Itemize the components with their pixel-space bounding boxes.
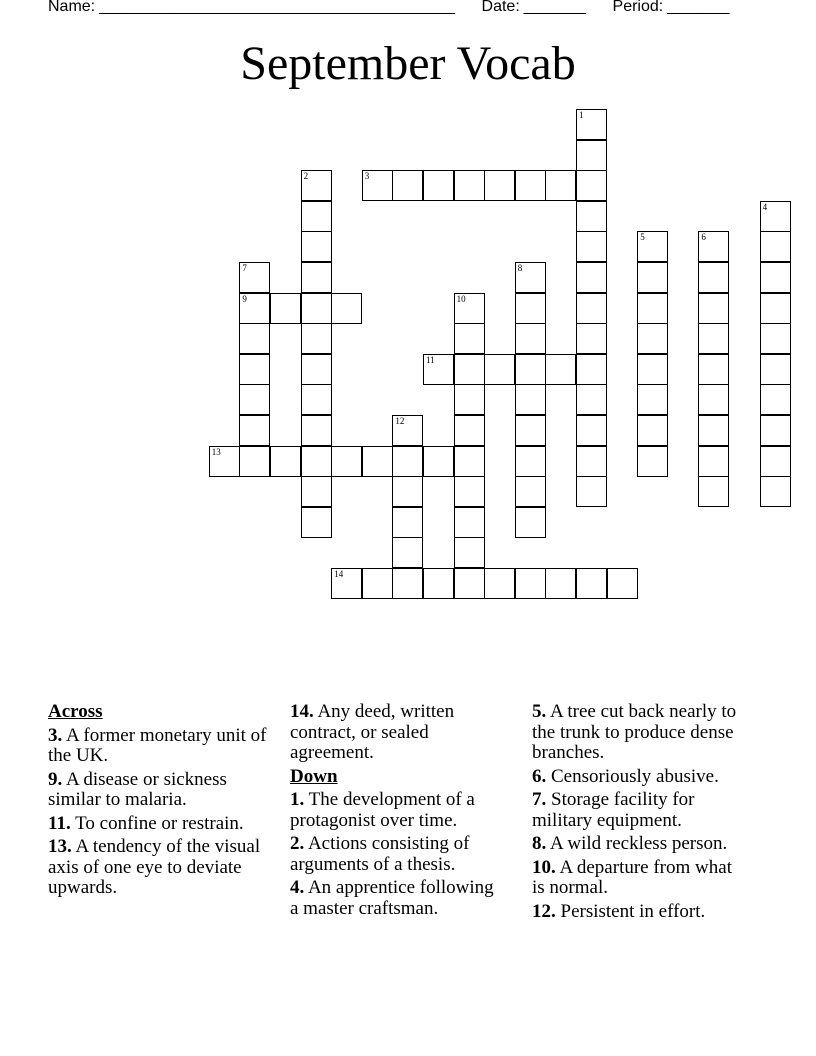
crossword-cell[interactable]	[362, 446, 393, 477]
clue-number-label: 8	[517, 263, 523, 273]
crossword-cell[interactable]	[239, 415, 270, 446]
clue-number-label: 6	[701, 232, 706, 243]
crossword-cell[interactable]	[454, 323, 485, 354]
clue-number: 6.	[532, 765, 547, 787]
crossword-cell[interactable]	[239, 354, 270, 385]
clue-down-5	[532, 702, 747, 764]
clue-number-label: 9	[242, 293, 247, 304]
clue-across-11	[48, 814, 278, 835]
crossword-cell[interactable]	[362, 170, 393, 201]
across-heading: Across	[48, 701, 103, 722]
crossword-cell[interactable]	[637, 262, 668, 293]
crossword-cell[interactable]	[698, 384, 729, 415]
clue-text: Storage facility for military equipment.	[532, 789, 695, 831]
clue-text: Actions consisting of arguments of a thesis.	[290, 833, 470, 875]
crossword-cell[interactable]	[607, 568, 638, 599]
crossword-cell[interactable]	[698, 323, 729, 354]
crossword-cell[interactable]	[454, 446, 485, 477]
crossword-cell[interactable]	[698, 476, 729, 507]
clue-text: Any deed, written contract, or sealed agreement.	[290, 701, 455, 763]
crossword-cell[interactable]	[576, 323, 607, 354]
crossword-cell[interactable]	[239, 323, 270, 354]
crossword-cell[interactable]	[331, 293, 362, 324]
crossword-cell[interactable]	[637, 293, 668, 324]
crossword-cell[interactable]	[760, 231, 791, 262]
clue-text: A tendency of the visual axis of one eye to deviate upwards.	[48, 836, 261, 898]
crossword-cell[interactable]	[423, 170, 454, 201]
crossword-cell[interactable]	[392, 415, 423, 446]
crossword-cell[interactable]	[515, 354, 546, 385]
crossword-cell[interactable]	[576, 231, 607, 262]
crossword-cell[interactable]	[760, 384, 791, 415]
crossword-cell[interactable]	[301, 354, 332, 385]
crossword-cell[interactable]	[301, 446, 332, 477]
crossword-cell[interactable]	[515, 507, 546, 538]
name-field[interactable]: ________________________________________	[99, 0, 456, 15]
clue-number-label: 1	[579, 110, 584, 120]
crossword-cell[interactable]	[362, 568, 393, 599]
crossword-cell[interactable]	[423, 568, 454, 599]
crossword-cell[interactable]	[637, 323, 668, 354]
crossword-cell[interactable]	[576, 568, 607, 599]
crossword-cell[interactable]	[576, 170, 607, 201]
crossword-cell[interactable]	[545, 354, 576, 385]
clue-number-label: 4	[762, 201, 768, 212]
clue-number: 3.	[48, 724, 63, 746]
crossword-cell[interactable]	[301, 415, 332, 446]
clue-down-8	[532, 834, 747, 855]
clue-number: 8.	[532, 833, 547, 854]
crossword-cell[interactable]	[698, 415, 729, 446]
crossword-cell[interactable]	[760, 415, 791, 446]
crossword-cell[interactable]	[576, 476, 607, 507]
crossword-cell[interactable]	[392, 568, 423, 599]
clue-number: 10.	[532, 856, 556, 878]
clue-number: 14.	[290, 701, 314, 722]
page-title: September Vocab	[240, 37, 576, 90]
crossword-cell[interactable]	[760, 262, 791, 293]
clue-number-label: 5	[640, 232, 645, 243]
crossword-cell[interactable]	[637, 415, 668, 446]
crossword-cell[interactable]	[515, 384, 546, 415]
crossword-cell[interactable]	[423, 354, 454, 385]
crossword-cell[interactable]	[301, 170, 332, 201]
crossword-cell[interactable]	[301, 323, 332, 354]
clue-text: Censoriously abusive.	[551, 765, 719, 787]
clue-across-3	[48, 726, 278, 767]
crossword-cell[interactable]	[392, 507, 423, 538]
clue-number-label: 13	[211, 446, 221, 457]
crossword-cell[interactable]	[637, 231, 668, 262]
crossword-cell[interactable]	[637, 384, 668, 415]
crossword-cell[interactable]	[515, 293, 546, 324]
clue-across-9	[48, 770, 278, 811]
crossword-cell[interactable]	[515, 476, 546, 507]
crossword-cell[interactable]	[576, 446, 607, 477]
crossword-cell[interactable]	[760, 476, 791, 507]
crossword-cell[interactable]	[515, 170, 546, 201]
crossword-cell[interactable]	[515, 262, 546, 293]
clue-number: 5.	[532, 701, 547, 722]
crossword-cell[interactable]	[454, 415, 485, 446]
clue-down-7	[532, 790, 747, 831]
crossword-cell[interactable]	[576, 415, 607, 446]
clue-text: The development of a protagonist over time.	[290, 789, 475, 831]
period-field[interactable]: _______	[667, 0, 730, 15]
crossword-cell[interactable]	[515, 568, 546, 599]
clue-number-label: 3	[364, 171, 370, 182]
clue-text: A departure from what is normal.	[532, 856, 732, 898]
crossword-cell[interactable]	[515, 446, 546, 477]
clue-text: A former monetary unit of the UK.	[48, 724, 267, 766]
crossword-cell[interactable]	[423, 446, 454, 477]
clue-down-1	[290, 790, 505, 831]
period-label: Period:	[612, 0, 664, 15]
crossword-cell[interactable]	[392, 537, 423, 568]
name-label: Name:	[48, 0, 96, 15]
clue-down-6	[532, 767, 747, 788]
clue-text: A tree cut back nearly to the trunk to produce dense branches.	[532, 701, 737, 763]
crossword-cell[interactable]	[760, 446, 791, 477]
crossword-cell[interactable]	[454, 568, 485, 599]
crossword-cell[interactable]	[331, 568, 362, 599]
clue-number: 12.	[532, 900, 556, 922]
crossword-cell[interactable]	[301, 201, 332, 232]
crossword-cell[interactable]	[454, 476, 485, 507]
down-heading: Down	[290, 765, 338, 787]
clue-number: 4.	[290, 877, 305, 898]
crossword-cell[interactable]	[301, 262, 332, 293]
crossword-cell[interactable]	[576, 109, 607, 140]
crossword-cell[interactable]	[760, 323, 791, 354]
crossword-cell[interactable]	[576, 262, 607, 293]
crossword-cell[interactable]	[576, 140, 607, 171]
clue-number-label: 10	[456, 293, 466, 304]
crossword-cell[interactable]	[760, 354, 791, 385]
crossword-cell[interactable]	[392, 476, 423, 507]
crossword-cell[interactable]	[392, 170, 423, 201]
crossword-cell[interactable]	[576, 201, 607, 232]
clue-number: 9.	[48, 768, 63, 790]
clue-down-2	[290, 834, 505, 875]
crossword-cell[interactable]	[760, 201, 791, 232]
crossword-cell[interactable]	[454, 293, 485, 324]
clue-down-12	[532, 902, 747, 923]
crossword-cell[interactable]	[270, 293, 301, 324]
crossword-cell[interactable]	[301, 384, 332, 415]
crossword-cell[interactable]	[239, 446, 270, 477]
clue-number-label: 7	[242, 263, 247, 273]
clue-text: A disease or sickness similar to malaria.	[48, 768, 227, 810]
crossword-cell[interactable]	[637, 446, 668, 477]
clue-number-label: 14	[334, 569, 344, 579]
clue-down-10	[532, 858, 747, 899]
crossword-cell[interactable]	[239, 262, 270, 293]
crossword-cell[interactable]	[484, 568, 515, 599]
crossword-cell[interactable]	[239, 293, 270, 324]
clue-across-13	[48, 837, 278, 899]
crossword-cell[interactable]	[270, 446, 301, 477]
crossword-cell[interactable]	[545, 170, 576, 201]
crossword-cell[interactable]	[515, 415, 546, 446]
crossword-cell[interactable]	[454, 384, 485, 415]
crossword-cell[interactable]	[760, 293, 791, 324]
crossword-cell[interactable]	[454, 507, 485, 538]
clue-text: To confine or restrain.	[75, 812, 244, 834]
date-field[interactable]: _______	[523, 0, 587, 15]
clue-number-label: 2	[303, 171, 309, 182]
clue-number-label: 12	[395, 416, 405, 426]
crossword-cell[interactable]	[576, 354, 607, 385]
crossword-cell[interactable]	[698, 231, 729, 262]
crossword-cell[interactable]	[576, 384, 607, 415]
crossword-cell[interactable]	[484, 354, 515, 385]
student-info-line	[48, 0, 734, 16]
crossword-cell[interactable]	[698, 293, 729, 324]
crossword-cell[interactable]	[698, 262, 729, 293]
clues-column-3	[532, 702, 747, 925]
clue-number: 2.	[290, 833, 305, 854]
clue-text: A wild reckless person.	[549, 833, 728, 854]
clue-text: Persistent in effort.	[560, 900, 706, 922]
crossword-cell[interactable]	[301, 293, 332, 324]
crossword-cell[interactable]	[545, 568, 576, 599]
crossword-cell[interactable]	[454, 354, 485, 385]
crossword-cell[interactable]	[301, 231, 332, 262]
crossword-cell[interactable]	[301, 476, 332, 507]
clue-number-label: 11	[426, 354, 435, 365]
crossword-cell[interactable]	[698, 446, 729, 477]
clue-across-14	[290, 702, 505, 764]
crossword-cell[interactable]	[515, 323, 546, 354]
crossword-cell[interactable]	[484, 170, 515, 201]
crossword-cell[interactable]	[698, 354, 729, 385]
crossword-cell[interactable]	[331, 446, 362, 477]
crossword-cell[interactable]	[239, 384, 270, 415]
crossword-cell[interactable]	[454, 537, 485, 568]
clue-number: 11.	[48, 812, 71, 834]
crossword-cell[interactable]	[637, 354, 668, 385]
crossword-cell[interactable]	[301, 507, 332, 538]
crossword-cell[interactable]	[576, 293, 607, 324]
crossword-cell[interactable]	[392, 446, 423, 477]
crossword-cell[interactable]	[209, 446, 240, 477]
clue-down-4	[290, 878, 505, 919]
crossword-cell[interactable]	[454, 170, 485, 201]
date-label: Date:	[481, 0, 520, 15]
clue-text: An apprentice following a master craftsman.	[290, 877, 494, 919]
clue-number: 7.	[532, 789, 547, 810]
clues-column-1	[48, 702, 278, 902]
clues-column-2	[290, 702, 505, 922]
clue-number: 13.	[48, 836, 72, 857]
clue-number: 1.	[290, 789, 305, 810]
